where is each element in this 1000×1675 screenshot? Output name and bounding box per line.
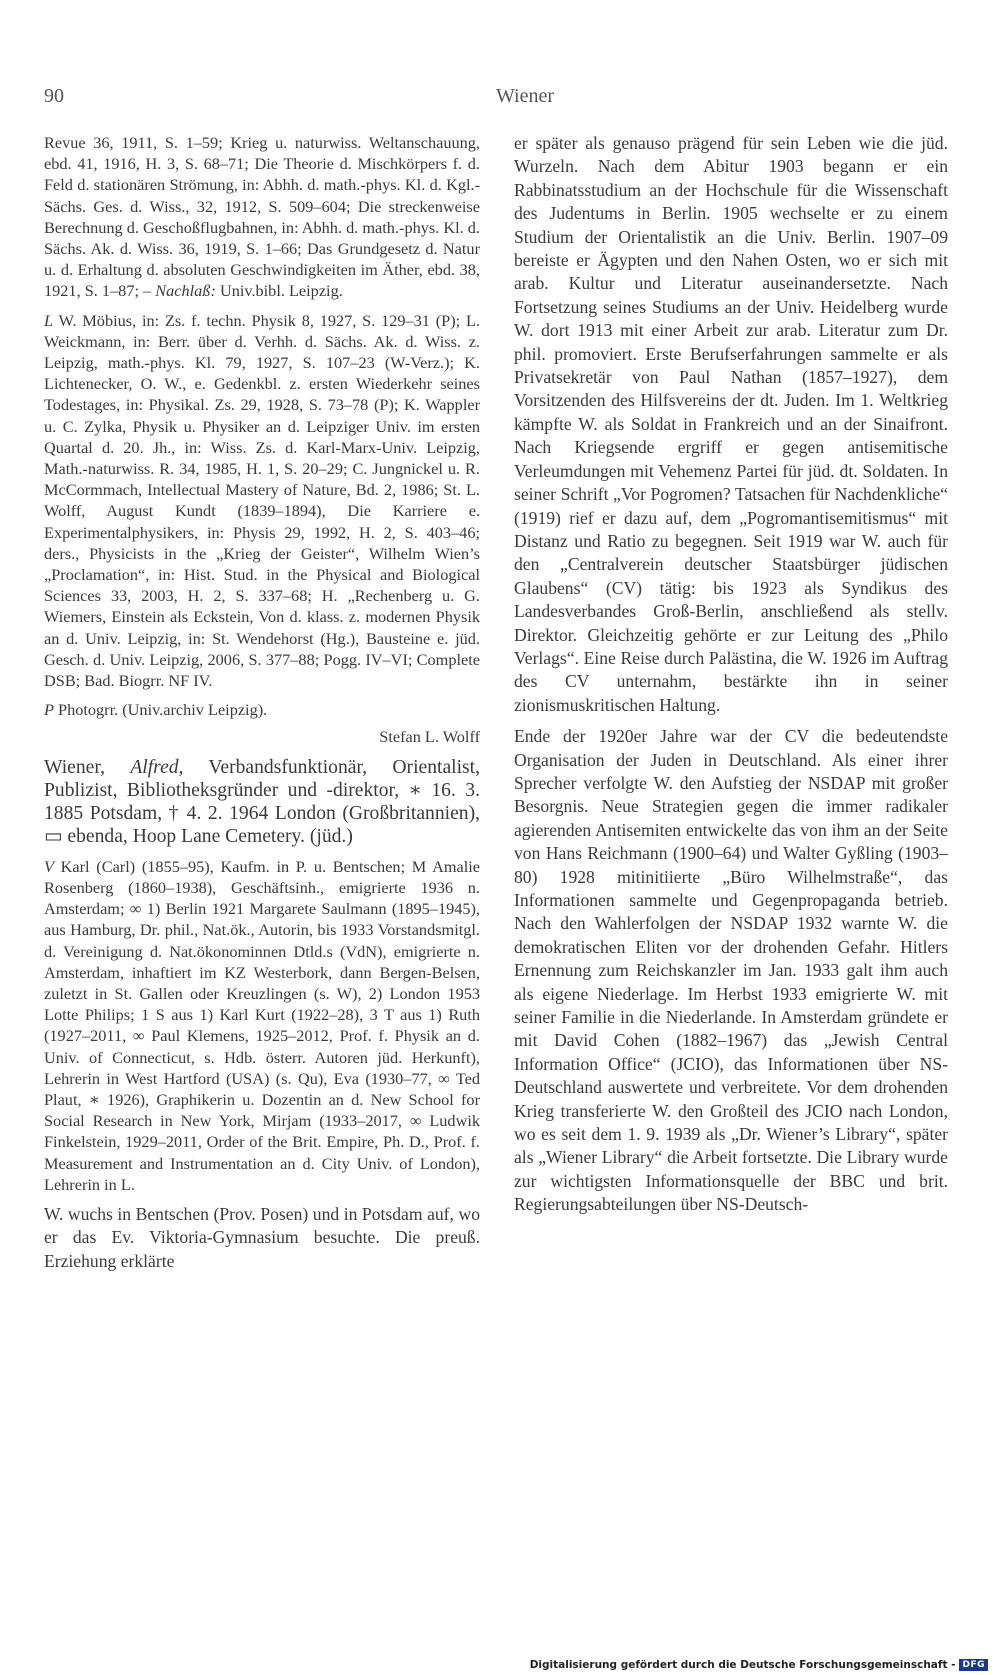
right-column — [514, 132, 948, 1225]
entry-first-name: Alfred, — [130, 756, 184, 778]
entry-heading — [44, 756, 480, 848]
portrait-label: P — [44, 700, 54, 720]
works-continuation — [44, 132, 480, 302]
literature-text: W. Möbius, in: Zs. f. techn. Physik 8, 1927, S. 129–31 (P); L. Weickmann, in: Berr. über d. Verhh. d. Sächs. Ak. d. Wiss. z. Leipzig, math.-phys. Kl. 79, 1927, S. 107–23 (W-Verz.); K. Lichtenecker, O. W., e. Gedenkbl. z. ersten Wiederkehr seines Todestages, in: Physikal. Zs. 29, 1928, S. 73–78 (P); K. Wappler u. C. Zylka, Physik u. Physiker an d. Leipziger Univ. im ersten Quartal d. 20. Jh., in: Wiss. Zs. d. Karl-Marx-Univ. Leipzig, Math.-naturwiss. R. 34, 1985, H. 1, S. 20–29; C. Jungnickel u. R. McCormmach, Intellectual Mastery of Nature, Bd. 2, 1986; St. L. Wolff, August Kundt (1839–1894), Die Karriere e. Experimentalphysikers, in: Physis 29, 1992, H. 2, S. 403–46; ders., Physicists in the „Krieg der Geister“, Wilhelm Wien’s „Proclamation“, in: Hist. Stud. in the Physical and Biological Sciences 33, 2003, H. 2, S. 337–68; H. „Rechenberg u. G. Wiemers, Einstein als Eckstein, Von d. klass. z. modernen Physik an d. Univ. Leipzig, in: St. Wendehorst (Hg.), Bausteine e. jüd. Gesch. d. Univ. Leipzig, 2006, S. 377–88; Pogg. IV–VI; Complete DSB; Bad. Biogrr. NF IV. — [44, 310, 480, 691]
biography-paragraph-2: Ende der 1920er Jahre war der CV die bedeutendste Organisation der Juden in Deutschland. Als einer ihrer Sprecher verfolgte W. den Aufstieg der NSDAP mit großer Besorgnis. Neue Strategien gegen die immer radikaler agierenden Antisemiten entwickelte das von ihm an der Seite von Hans Reichmann (1900–64) und Walter Gyßling (1903–80) 1928 mitinitiierte „Büro Wilhelmstraße“, das Informationen sammelte und Gegenpropaganda betrieb. Nach den Wahlerfolgen der NSDAP 1932 warnte W. die demokratischen Eliten vor der drohenden Gefahr. Hitlers Ernennung zum Reichskanzler im Jan. 1933 galt ihm auch als eigene Niederlage. Im Herbst 1933 emigrierte W. mit seiner Familie in die Niederlande. In Amsterdam gründete er mit David Cohen (1882–1967) das „Jewish Central Information Office“ (JCIO), das Informationen über NS-Deutschland auswertete und verbreitete. Vor dem drohenden Krieg transferierte W. den Großteil des JCIO nach London, wo es seit dem 1. 9. 1939 als „Dr. Wiener’s Library“, später als „Wiener Library“ die Arbeit fortsetzte. Die Library wurde zur wichtigsten Informationsquelle der BBC und brit. Regierungsabteilungen über NS-Deutsch- — [514, 726, 948, 1215]
page-number: 90 — [44, 84, 64, 107]
portrait-text: Photogrr. (Univ.archiv Leipzig). — [53, 700, 268, 720]
literature-paragraph — [44, 310, 480, 692]
footer-text: Digitalisierung gefördert durch die Deutsche Forschungsgemeinschaft - — [529, 1659, 956, 1671]
nachlass-label: Nachlaß: — [155, 281, 216, 301]
page-header — [44, 82, 944, 110]
running-title: Wiener — [495, 84, 554, 107]
genealogy-paragraph — [44, 856, 480, 1195]
dfg-logo-icon: DFG — [959, 1659, 988, 1671]
entry-surname: Wiener, — [44, 756, 105, 778]
portrait-paragraph — [44, 699, 480, 720]
digitization-footer — [530, 1659, 988, 1671]
genealogy-label: V — [44, 856, 54, 876]
entry-heading-text: Verbandsfunktionär, Orientalist, Publizist, Bibliotheksgründer und -direktor, ∗ 16. 3. 1885 Potsdam, † 4. 2. 1964 London (Großbritannien), ▭ ebenda, Hoop Lane Cemetery. (jüd.) — [44, 756, 480, 847]
left-column — [44, 132, 480, 1281]
literature-label: L — [44, 310, 54, 330]
works-text: Revue 36, 1911, S. 1–59; Krieg u. naturwiss. Weltanschauung, ebd. 41, 1916, H. 3, S. 68–71; Die Theorie d. Mischkörpers f. d. Feld d. stationären Strömung, in: Abhh. d. math.-phys. Kl. d. Kgl.-Sächs. Ges. d. Wiss., 32, 1912, S. 509–604; Die streckenweise Berechnung d. Geschoßflugbahnen, in: Abhh. d. math.-phys. Kl. d. Sächs. Ak. d. Wiss. 36, 1919, S. 1–66; Das Grundgesetz d. Natur u. d. Erhaltung d. absoluten Geschwindigkeiten im Äther, ebd. 38, 1921, S. 1–87; – — [44, 133, 480, 301]
biography-start: W. wuchs in Bentschen (Prov. Posen) und in Potsdam auf, wo er das Ev. Viktoria-Gymnasium besuchte. Die preuß. Erziehung erklärte — [44, 1203, 480, 1271]
nachlass-text: Univ.bibl. Leipzig. — [215, 281, 343, 301]
article-author: Stefan L. Wolff — [379, 727, 480, 747]
genealogy-text: Karl (Carl) (1855–95), Kaufm. in P. u. Bentschen; M Amalie Rosenberg (1860–1938), Geschäftsinh., emigrierte 1936 n. Amsterdam; ∞ 1) Berlin 1921 Margarete Saulmann (1895–1945), aus Hamburg, Dr. phil., Nat.ök., Autorin, bis 1933 Vorstandsmitgl. d. Vereinigung d. Nat.ökonominnen Dtld.s (VdN), emigrierte n. Amsterdam, inhaftiert im KZ Westerbork, dann Bergen-Belsen, zuletzt in St. Gallen oder Kreuzlingen (s. W), 2) London 1953 Lotte Philips; 1 S aus 1) Karl Kurt (1922–28), 3 T aus 1) Ruth (1927–2011, ∞ Paul Klemens, 1925–2012, Prof. f. Physik an d. Univ. of Connecticut, s. Hdb. österr. Autoren jüd. Herkunft), Lehrerin in West Hartford (USA) (s. Qu), Eva (1930–77, ∞ Ted Plaut, ∗ 1926), Graphikerin u. Dozentin an d. New School for Social Research in New York, Mirjam (1933–2017, ∞ Ludwik Finkelstein, 1929–2011, Order of the Brit. Empire, Ph. D., Prof. f. Measurement and Instrumentation an d. City Univ. of London), Lehrerin in L. — [44, 856, 480, 1194]
biography-paragraph-1: er später als genauso prägend für sein Leben wie die jüd. Wurzeln. Nach dem Abitur 1903 begann er ein Rabbinatsstudium an der Hochschule für die Wissenschaft des Judentums in Berlin. 1905 wechselte er zu einem Studium der Orientalistik an die Univ. Berlin. 1907–09 bereiste er Ägypten und den Nahen Osten, wo er sich mit arab. Kultur und Literatur auseinandersetzte. Nach Fortsetzung seines Studiums an der Univ. Heidelberg wurde W. dort 1913 mit einer Arbeit zur arab. Literatur zum Dr. phil. promoviert. Erste Berufserfahrungen sammelte er als Privatsekretär von Paul Nathan (1857–1927), dem Vorsitzenden des Hilfsvereins der dt. Juden. Im 1. Weltkrieg kämpfte W. als Soldat in Frankreich und an der Sinaifront. Nach Kriegsende ergriff er gegen antisemitische Verleumdungen mit Vehemenz Partei für jüd. dt. Soldaten. In seiner Schrift „Vor Pogromen? Tatsachen für Nachdenkliche“ (1919) rief er dazu auf, dem „Pogromantisemitismus“ mit Distanz und Ratio zu begegnen. Seit 1919 war W. auch für den „Centralverein deutscher Staatsbürger jüdischen Glaubens“ (CV) tätig: bis 1923 als Syndikus des Landesverbandes Groß-Berlin, anschließend als stellv. Direktor. Gleichzeitig gehörte er zur Leitung des „Philo Verlags“. Eine Reise durch Palästina, die W. 1926 im Auftrag des CV unternahm, bestärkte ihn in seiner zionismuskritischen Haltung. — [514, 133, 948, 715]
